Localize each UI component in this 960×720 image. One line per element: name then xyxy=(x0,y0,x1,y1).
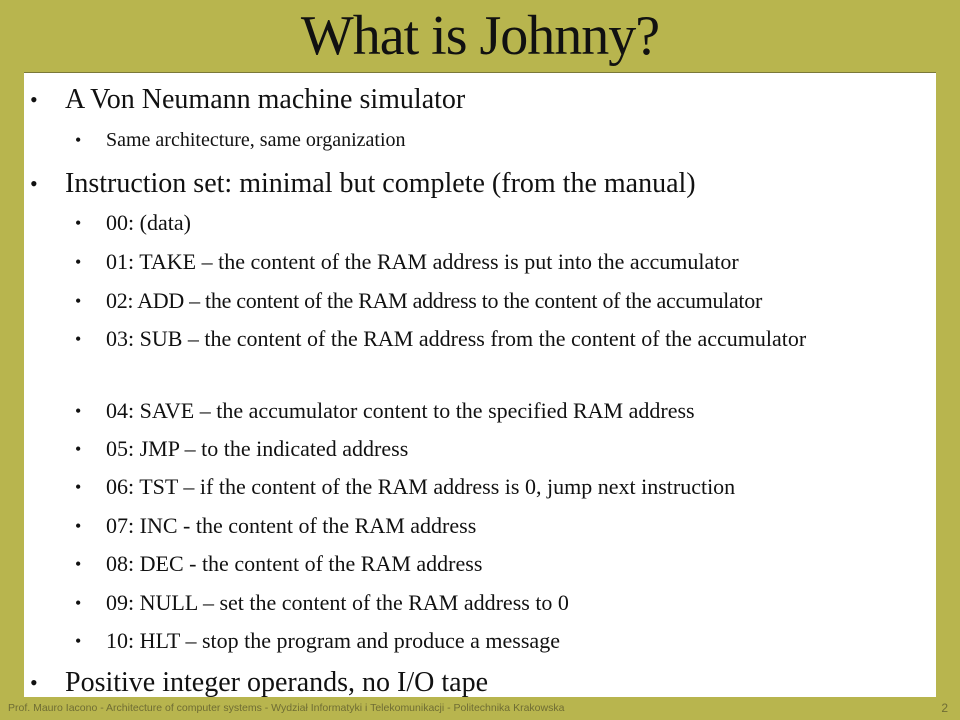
bullet-icon: • xyxy=(75,439,82,459)
bullet-icon: • xyxy=(75,130,82,150)
bullet-icon: • xyxy=(75,477,82,497)
bullet-icon: • xyxy=(30,87,38,112)
bullet-text: 00: (data) xyxy=(106,210,191,235)
bullet-text: 05: JMP – to the indicated address xyxy=(106,436,409,461)
bullet-icon: • xyxy=(75,213,82,233)
bullet-icon: • xyxy=(75,593,82,613)
page-number: 2 xyxy=(941,701,948,715)
bullet-text: 07: INC - the content of the RAM address xyxy=(106,513,477,538)
bullet-icon: • xyxy=(75,291,82,311)
footer-text: Prof. Mauro Iacono - Architecture of computer systems - Wydział Informatyki i Telekomunikacji - Politechnika Krakowska xyxy=(8,702,565,714)
bullet-icon: • xyxy=(75,401,82,421)
bullet-icon: • xyxy=(75,554,82,574)
bullet-text: 09: NULL – set the content of the RAM address to 0 xyxy=(106,590,569,615)
content-panel xyxy=(24,72,936,697)
bullet-icon: • xyxy=(30,171,38,196)
bullet-text: 02: ADD – the content of the RAM address to the content of the accumulator xyxy=(106,288,762,313)
bullet-text: 04: SAVE – the accumulator content to the specified RAM address xyxy=(106,398,695,423)
bullet-icon: • xyxy=(75,329,82,349)
bullet-text: Instruction set: minimal but complete (from the manual) xyxy=(65,168,696,199)
bullet-icon: • xyxy=(75,516,82,536)
bullet-icon: • xyxy=(75,252,82,272)
bullet-text: A Von Neumann machine simulator xyxy=(65,84,466,115)
bullet-icon: • xyxy=(75,631,82,651)
bullet-text: 03: SUB – the content of the RAM address from the content of the accumulator xyxy=(106,326,807,351)
bullet-text: Same architecture, same organization xyxy=(106,129,406,151)
bullet-text: 08: DEC - the content of the RAM address xyxy=(106,551,483,576)
bullet-text: 06: TST – if the content of the RAM address is 0, jump next instruction xyxy=(106,474,736,499)
bullet-icon: • xyxy=(30,670,38,695)
bullet-text: 01: TAKE – the content of the RAM address is put into the accumulator xyxy=(106,249,739,274)
bullet-text: Positive integer operands, no I/O tape xyxy=(65,667,489,698)
bullet-text: 10: HLT – stop the program and produce a message xyxy=(106,628,560,653)
slide-title: What is Johnny? xyxy=(300,5,660,67)
